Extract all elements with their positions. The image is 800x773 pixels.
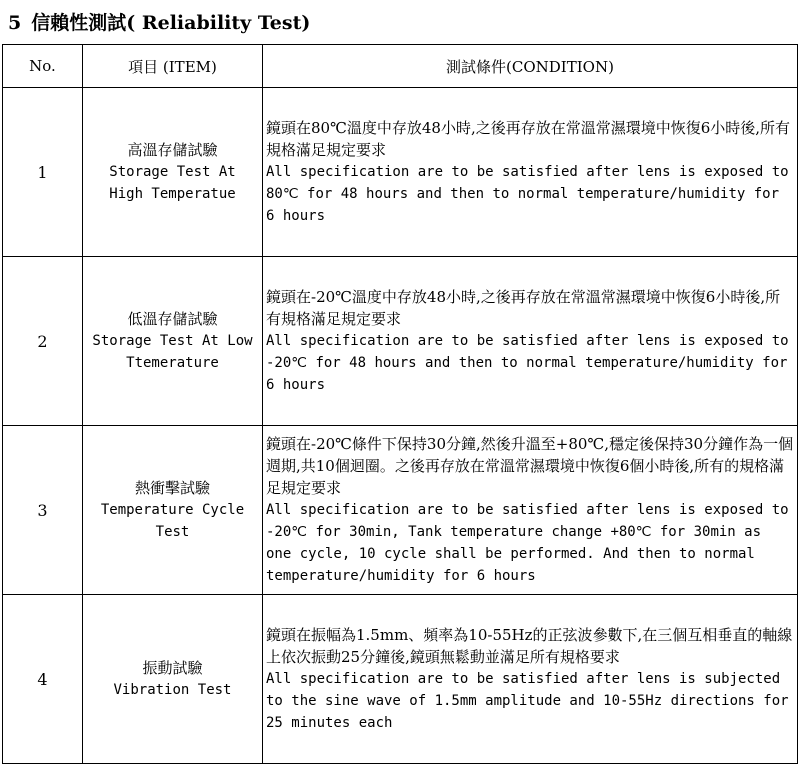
table-row xyxy=(3,257,798,426)
table-row xyxy=(3,595,798,764)
test-item-zh: 低溫存儲試驗 xyxy=(127,310,218,328)
test-item-zh: 高溫存儲試驗 xyxy=(127,141,218,159)
test-item-zh: 熱衝擊試驗 xyxy=(134,479,210,497)
row-number: 4 xyxy=(3,595,83,764)
test-condition-en: All specification are to be satisfied after lens is exposed to -20℃ for 30min, Tank temperature change +80℃ for 30min as one cycle, 10 cycle shall be performed. And then to normal temperature/humidity for 6 hours xyxy=(266,502,789,584)
header-condition: 測試條件(CONDITION) xyxy=(263,45,798,88)
test-item-zh: 振動試驗 xyxy=(142,659,203,677)
row-number: 2 xyxy=(3,257,83,426)
header-no: No. xyxy=(3,45,83,88)
test-condition-cell xyxy=(263,88,798,257)
test-item-en-line2: High Temperatue xyxy=(109,186,236,202)
test-condition-cell xyxy=(263,595,798,764)
table-row xyxy=(3,88,798,257)
test-item-en-line2: Ttemerature xyxy=(126,355,219,371)
test-condition-zh: 鏡頭在80℃溫度中存放48小時,之後再存放在常溫常濕環境中恢復6小時後,所有規格滿足規定要求 xyxy=(266,119,791,159)
section-title xyxy=(8,8,310,38)
test-condition-en: All specification are to be satisfied after lens is subjected to the sine wave of 1.5mm amplitude and 10-55Hz directions for 25 minutes each xyxy=(266,671,789,731)
test-condition-zh: 鏡頭在-20℃條件下保持30分鐘,然後升溫至+80℃,穩定後保持30分鐘作為一個週期,共10個迴圈。之後再存放在常溫常濕環境中恢復6個小時後,所有的規格滿足規定要求 xyxy=(266,435,794,497)
test-condition-zh: 鏡頭在-20℃溫度中存放48小時,之後再存放在常溫常濕環境中恢復6小時後,所有規格滿足規定要求 xyxy=(266,288,781,328)
section-title-text: 信賴性測試( Reliability Test) xyxy=(31,12,311,34)
test-item-en-line1: Storage Test At Low xyxy=(92,333,253,349)
table-row xyxy=(3,426,798,595)
test-condition-cell xyxy=(263,257,798,426)
test-item-cell xyxy=(83,257,263,426)
test-item-cell xyxy=(83,426,263,595)
row-number: 3 xyxy=(3,426,83,595)
test-condition-en: All specification are to be satisfied after lens is exposed to -20℃ for 48 hours and then to normal temperature/humidity for 6 hours xyxy=(266,333,789,393)
test-condition-en: All specification are to be satisfied after lens is exposed to 80℃ for 48 hours and then to normal temperature/humidity for 6 hours xyxy=(266,164,789,224)
test-item-en-line1: Vibration Test xyxy=(113,682,232,698)
test-item-en-line1: Temperature Cycle xyxy=(100,502,245,518)
table-header-row xyxy=(3,45,798,88)
reliability-test-table xyxy=(2,44,798,764)
test-item-cell xyxy=(83,595,263,764)
test-item-cell xyxy=(83,88,263,257)
row-number: 1 xyxy=(3,88,83,257)
test-item-en-line1: Storage Test At xyxy=(109,164,236,180)
header-item: 項目 (ITEM) xyxy=(83,45,263,88)
test-item-en-line2: Test xyxy=(155,524,190,540)
section-number: 5 xyxy=(8,12,22,34)
test-condition-cell xyxy=(263,426,798,595)
test-condition-zh: 鏡頭在振幅為1.5mm、頻率為10-55Hz的正弦波參數下,在三個互相垂直的軸線上依次振動25分鐘後,鏡頭無鬆動並滿足所有規格要求 xyxy=(266,626,793,666)
